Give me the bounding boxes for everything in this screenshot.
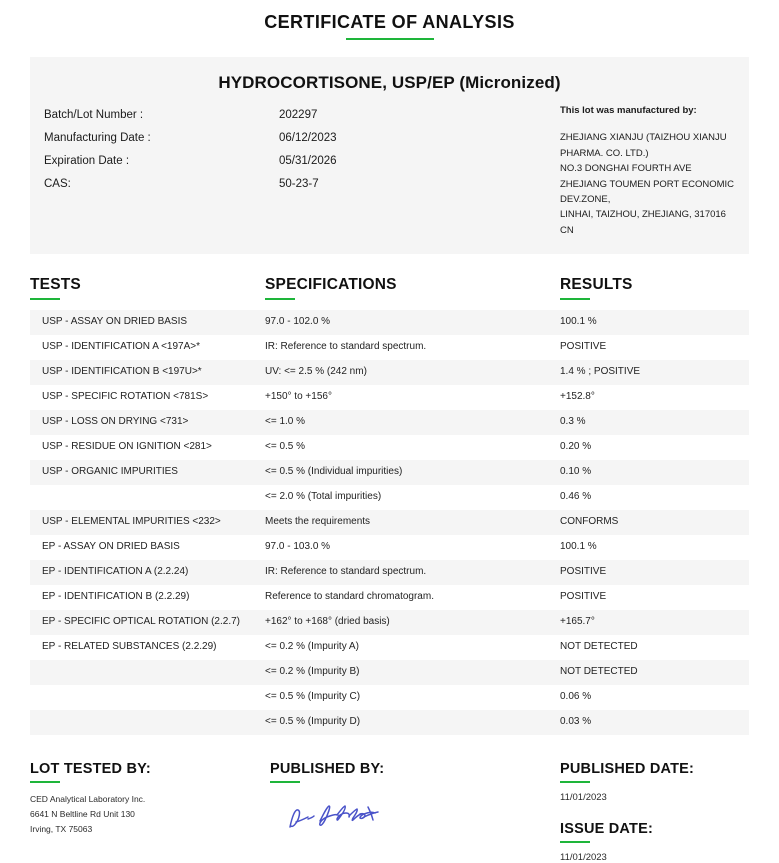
header-body bbox=[30, 103, 749, 238]
table-cell-specification: <= 2.0 % (Total impurities) bbox=[265, 491, 382, 503]
table-cell-result: 100.1 % bbox=[560, 541, 597, 553]
page-title bbox=[264, 12, 515, 40]
table-cell-result: 0.46 % bbox=[560, 491, 592, 503]
table-row bbox=[30, 435, 749, 460]
table-cell-test: USP - ELEMENTAL IMPURITIES <232> bbox=[42, 516, 221, 528]
table-cell-specification: <= 1.0 % bbox=[265, 416, 306, 428]
manufacturing-date-value: 06/12/2023 bbox=[279, 131, 337, 144]
table-cell-test: EP - SPECIFIC OPTICAL ROTATION (2.2.7) bbox=[42, 616, 240, 628]
issue-date-accent-rule bbox=[560, 841, 590, 843]
table-cell-result: POSITIVE bbox=[560, 566, 607, 578]
lab-address-line: Irving, TX 75063 bbox=[30, 823, 93, 834]
table-cell-test bbox=[30, 667, 265, 679]
table-cell-specification: <= 0.5 % (Impurity C) bbox=[265, 691, 361, 703]
batch-info-row bbox=[44, 103, 560, 126]
table-row bbox=[30, 360, 749, 385]
lot-tested-by-heading-text: LOT TESTED BY: bbox=[30, 761, 151, 777]
table-row bbox=[30, 560, 749, 585]
table-row bbox=[30, 685, 749, 710]
table-row bbox=[30, 460, 749, 485]
header-panel bbox=[30, 57, 749, 254]
published-by-heading-text: PUBLISHED BY: bbox=[270, 761, 385, 777]
table-cell-result: POSITIVE bbox=[560, 341, 607, 353]
batch-info-row bbox=[44, 149, 560, 172]
column-header-specifications-label: SPECIFICATIONS bbox=[265, 276, 397, 293]
manufacturer-address-line: ZHEJIANG TOUMEN PORT ECONOMIC bbox=[560, 178, 735, 190]
title-accent-rule bbox=[346, 38, 434, 40]
lot-tested-by-block bbox=[30, 761, 270, 837]
table-cell-test: USP - RESIDUE ON IGNITION <281> bbox=[42, 441, 212, 453]
page-title-text: CERTIFICATE OF ANALYSIS bbox=[264, 12, 515, 32]
batch-info-row bbox=[44, 172, 560, 195]
published-by-heading bbox=[270, 761, 560, 783]
table-cell-test: USP - ASSAY ON DRIED BASIS bbox=[42, 316, 188, 328]
table-cell-specification: +150° to +156° bbox=[265, 391, 332, 403]
column-header-tests bbox=[30, 276, 265, 300]
manufacturing-date-label: Manufacturing Date : bbox=[44, 131, 151, 144]
table-cell-specification: UV: <= 2.5 % (242 nm) bbox=[265, 366, 367, 378]
table-cell-test: EP - IDENTIFICATION B (2.2.29) bbox=[42, 591, 190, 603]
table-cell-result: CONFORMS bbox=[560, 516, 619, 528]
table-cell-result: NOT DETECTED bbox=[560, 641, 638, 653]
cas-value: 50-23-7 bbox=[279, 177, 319, 190]
issue-date-value: 11/01/2023 bbox=[560, 852, 607, 863]
table-cell-test bbox=[30, 692, 265, 704]
table-row bbox=[30, 310, 749, 335]
table-cell-specification: <= 0.5 % (Individual impurities) bbox=[265, 466, 403, 478]
table-cell-result: +165.7° bbox=[560, 616, 595, 628]
table-header-row bbox=[30, 276, 749, 310]
table-cell-test: USP - SPECIFIC ROTATION <781S> bbox=[42, 391, 209, 403]
table-cell-result: 0.03 % bbox=[560, 716, 592, 728]
results-accent-rule bbox=[560, 298, 590, 300]
dates-block bbox=[560, 761, 749, 863]
manufacturer-address-line: DEV.ZONE, bbox=[560, 193, 611, 205]
document-title-container bbox=[0, 0, 779, 40]
batch-info-row bbox=[44, 126, 560, 149]
published-date-accent-rule bbox=[560, 781, 590, 783]
table-row bbox=[30, 610, 749, 635]
lot-tested-by-heading bbox=[30, 761, 270, 783]
published-date-heading-text: PUBLISHED DATE: bbox=[560, 761, 695, 777]
results-table bbox=[30, 276, 749, 735]
manufacturer-block bbox=[560, 103, 749, 238]
lab-address-line: 6641 N Beltline Rd Unit 130 bbox=[30, 808, 135, 819]
table-cell-test: USP - ORGANIC IMPURITIES bbox=[42, 466, 178, 478]
footer bbox=[30, 761, 749, 863]
column-header-results-label: RESULTS bbox=[560, 276, 633, 293]
signature-image bbox=[280, 797, 390, 837]
table-cell-specification: Reference to standard chromatogram. bbox=[265, 591, 434, 603]
table-cell-result: 0.20 % bbox=[560, 441, 592, 453]
table-row bbox=[30, 585, 749, 610]
table-cell-specification: 97.0 - 102.0 % bbox=[265, 316, 331, 328]
table-row bbox=[30, 410, 749, 435]
published-by-block bbox=[270, 761, 560, 842]
expiration-date-value: 05/31/2026 bbox=[279, 154, 337, 167]
cas-label: CAS: bbox=[44, 177, 71, 190]
batch-lot-number-label: Batch/Lot Number : bbox=[44, 108, 144, 121]
table-cell-result: +152.8° bbox=[560, 391, 595, 403]
table-row bbox=[30, 535, 749, 560]
issue-date-heading-text: ISSUE DATE: bbox=[560, 821, 653, 837]
table-cell-specification: <= 0.5 % bbox=[265, 441, 306, 453]
manufacturer-address-line: CN bbox=[560, 224, 574, 236]
column-header-results bbox=[560, 276, 749, 300]
table-cell-specification: Meets the requirements bbox=[265, 516, 371, 528]
table-row bbox=[30, 660, 749, 685]
table-cell-specification: <= 0.2 % (Impurity B) bbox=[265, 666, 360, 678]
table-cell-result: 0.10 % bbox=[560, 466, 592, 478]
table-cell-specification: IR: Reference to standard spectrum. bbox=[265, 341, 427, 353]
table-cell-result: 0.06 % bbox=[560, 691, 592, 703]
table-cell-result: 100.1 % bbox=[560, 316, 597, 328]
manufacturer-address-line: PHARMA. CO. LTD.) bbox=[560, 147, 649, 159]
table-cell-result: NOT DETECTED bbox=[560, 666, 638, 678]
specifications-accent-rule bbox=[265, 298, 295, 300]
column-header-specifications bbox=[265, 276, 560, 300]
lab-address-line: CED Analytical Laboratory Inc. bbox=[30, 794, 146, 804]
table-cell-specification: +162° to +168° (dried basis) bbox=[265, 616, 390, 628]
table-cell-test: EP - RELATED SUBSTANCES (2.2.29) bbox=[42, 641, 217, 653]
table-cell-result: 0.3 % bbox=[560, 416, 586, 428]
expiration-date-label: Expiration Date : bbox=[44, 154, 130, 167]
table-cell-specification: <= 0.2 % (Impurity A) bbox=[265, 641, 359, 653]
table-cell-specification: <= 0.5 % (Impurity D) bbox=[265, 716, 361, 728]
table-cell-test: EP - ASSAY ON DRIED BASIS bbox=[42, 541, 180, 553]
manufacturer-heading: This lot was manufactured by: bbox=[560, 105, 697, 116]
table-cell-specification: 97.0 - 103.0 % bbox=[265, 541, 331, 553]
table-row bbox=[30, 485, 749, 510]
table-row bbox=[30, 335, 749, 360]
table-cell-test: USP - IDENTIFICATION A <197A>* bbox=[42, 341, 201, 353]
published-date-heading bbox=[560, 761, 749, 783]
batch-lot-number-value: 202297 bbox=[279, 108, 318, 121]
tests-accent-rule bbox=[30, 298, 60, 300]
table-cell-test: USP - LOSS ON DRYING <731> bbox=[42, 416, 189, 428]
table-cell-specification: IR: Reference to standard spectrum. bbox=[265, 566, 427, 578]
table-cell-test: USP - IDENTIFICATION B <197U>* bbox=[42, 366, 202, 378]
table-cell-test bbox=[30, 492, 265, 504]
table-cell-test: EP - IDENTIFICATION A (2.2.24) bbox=[42, 566, 189, 578]
product-name: HYDROCORTISONE, USP/EP (Micronized) bbox=[218, 73, 561, 92]
table-cell-test bbox=[30, 717, 265, 729]
manufacturer-address-line: LINHAI, TAIZHOU, ZHEJIANG, 317016 bbox=[560, 209, 726, 221]
column-header-tests-label: TESTS bbox=[30, 276, 81, 293]
published-date-value: 11/01/2023 bbox=[560, 792, 607, 803]
table-cell-result: 1.4 % ; POSITIVE bbox=[560, 366, 641, 378]
manufacturer-address-line: NO.3 DONGHAI FOURTH AVE bbox=[560, 163, 692, 175]
table-row bbox=[30, 635, 749, 660]
table-row bbox=[30, 510, 749, 535]
table-row bbox=[30, 710, 749, 735]
lot-tested-by-accent-rule bbox=[30, 781, 60, 783]
table-row bbox=[30, 385, 749, 410]
lab-address bbox=[30, 792, 270, 837]
manufacturer-address-line: ZHEJIANG XIANJU (TAIZHOU XIANJU bbox=[560, 132, 727, 144]
published-by-accent-rule bbox=[270, 781, 300, 783]
issue-date-heading bbox=[560, 821, 749, 843]
batch-info-list bbox=[30, 103, 560, 195]
table-cell-result: POSITIVE bbox=[560, 591, 607, 603]
